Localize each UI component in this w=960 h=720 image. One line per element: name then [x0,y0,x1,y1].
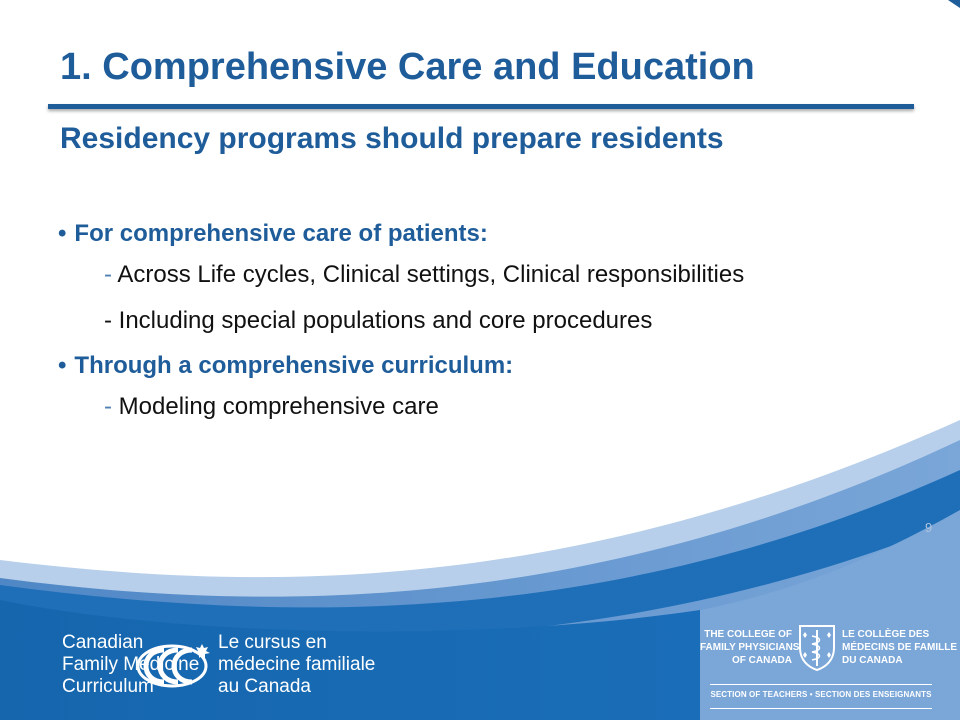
sub-bullet-text: Modeling comprehensive care [112,393,439,420]
cfpc-english-line: THE COLLEGE OF [704,629,792,640]
cfpc-french-line: DU CANADA [842,655,903,666]
cfpc-french-line: LE COLLÈGE DES [842,629,930,640]
page-number: 9 [925,520,933,535]
cfpc-french-name [842,628,958,667]
sub-bullet-item [104,392,878,422]
sub-bullet-text: Across Life cycles, Clinical settings, Clinical responsibilities [112,261,745,288]
corner-triangle-icon [948,0,960,8]
slide-title: 1. Comprehensive Care and Education [60,46,755,88]
sub-bullet-text: Including special populations and core procedures [112,307,653,334]
cfpc-divider [710,708,932,709]
ccc-logo-icon [134,636,214,696]
bullet-list [58,220,878,422]
sub-bullet-item [104,306,878,336]
title-divider [48,104,914,109]
ccc-french-line: Le cursus en [218,632,327,653]
cfpc-shield-icon [796,622,838,672]
cfpc-english-name [700,628,800,667]
ccc-logo-french [218,632,375,698]
cfpc-french-line: MÉDECINS DE FAMILLE [842,642,958,653]
cfpc-english-line: FAMILY PHYSICIANS [700,642,800,653]
bullet-item [58,352,878,380]
cfpc-english-line: OF CANADA [732,655,792,666]
slide-subtitle: Residency programs should prepare residents [60,122,724,155]
cfpc-divider [710,684,932,685]
ccc-french-line: au Canada [218,676,311,697]
bullet-text: For comprehensive care of patients: [74,220,488,247]
bullet-item [58,220,878,248]
cfpc-section-label: SECTION OF TEACHERS • SECTION DES ENSEIGNANTS [710,690,932,699]
bullet-marker: • [58,220,67,247]
sub-bullet-item [104,260,878,290]
sub-bullet-marker: - [104,307,112,334]
ccc-english-line: Canadian [62,632,144,653]
sub-bullet-marker: - [104,393,112,420]
bullet-text: Through a comprehensive curriculum: [74,352,514,379]
bullet-marker: • [58,352,67,379]
ccc-english-line: Family Medicine [62,654,200,675]
sub-bullet-marker: - [104,261,112,288]
ccc-english-line: Curriculum [62,676,154,697]
ccc-french-line: médecine familiale [218,654,376,675]
